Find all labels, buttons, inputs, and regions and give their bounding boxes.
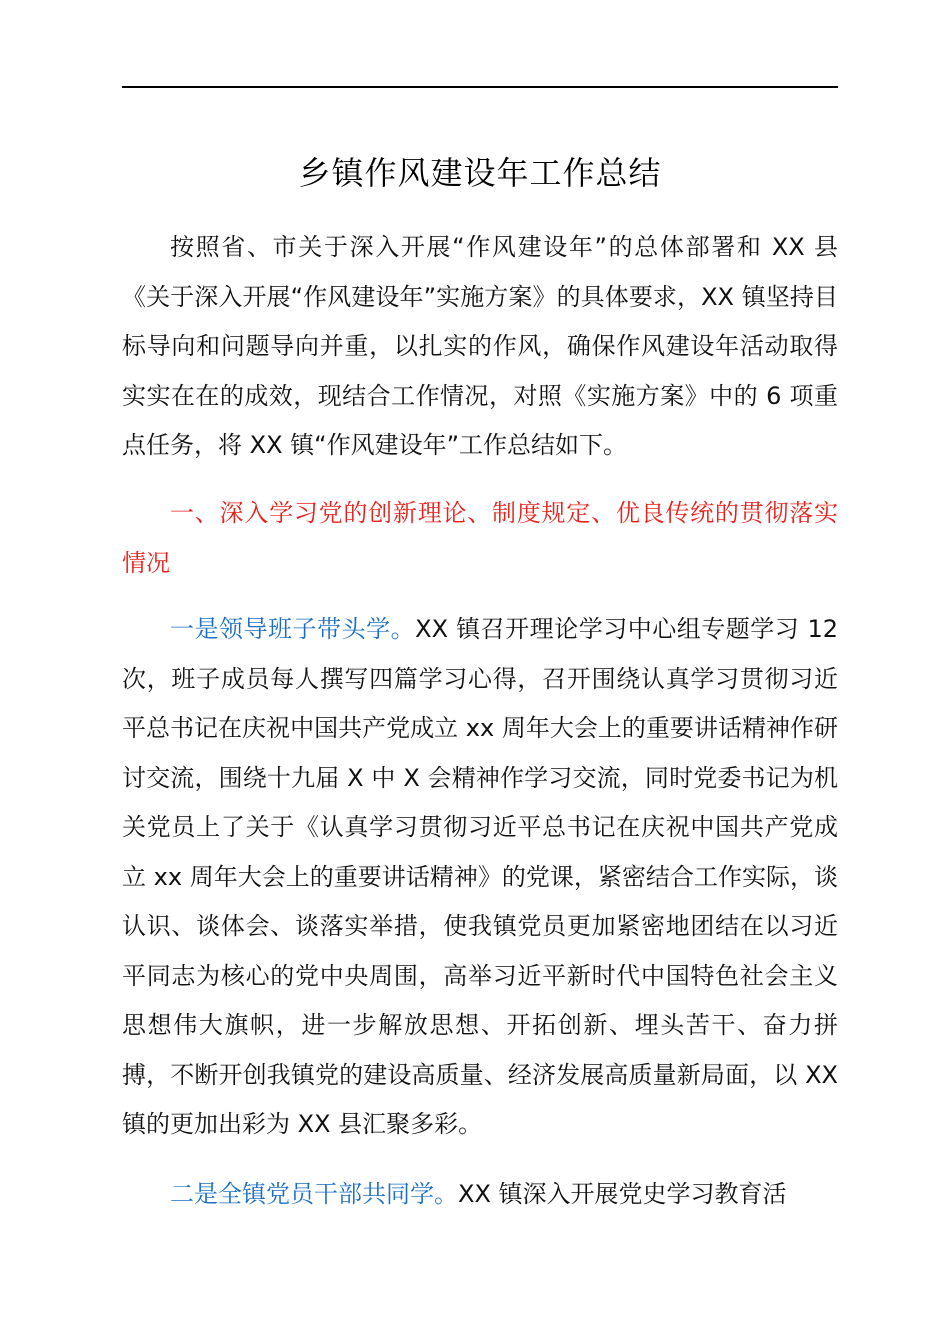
item-text: XX 镇深入开展党史学习教育活: [458, 1180, 787, 1208]
item-text: XX 镇召开理论学习中心组专题学习 12 次，班子成员每人撰写四篇学习心得，召开围绕认真学习贯彻习近平总书记在庆祝中国共产党成立 xx 周年大会上的重要讲话精神作研讨交流，围绕十九届 X 中 X 会精神作学习交流，同时党委书记为机关党员上了关于《认真学习贯彻习近平总书记在庆祝中国共产党成立 xx 周年大会上的重要讲话精神》的党课，紧密结合工作实际，谈认识、谈体会、谈落实举措，使我镇党员更加紧密地团结在以习近平同志为核心的党中央周围，高举习近平新时代中国特色社会主义思想伟大旗帜，进一步解放思想、开拓创新、埋头苦干、奋力拼搏，不断开创我镇党的建设高质量、经济发展高质量新局面，以 XX 镇的更加出彩为 XX 县汇聚多彩。: [122, 615, 838, 1138]
item-lead: 一是领导班子带头学。: [170, 615, 416, 643]
section-heading: 一、深入学习党的创新理论、制度规定、优良传统的贯彻落实情况: [122, 499, 838, 577]
header-rule: [122, 86, 838, 88]
section-item-paragraph: [122, 1170, 838, 1220]
document-title: 乡镇作风建设年工作总结: [298, 154, 662, 192]
item-lead: 二是全镇党员干部共同学。: [170, 1180, 458, 1208]
intro-paragraph: 按照省、市关于深入开展“作风建设年”的总体部署和 XX 县《关于深入开展“作风建设年”实施方案》的具体要求，XX 镇坚持目标导向和问题导向并重，以扎实的作风，确保作风建设年活动取得实实在在的成效，现结合工作情况，对照《实施方案》中的 6 项重点任务，将 XX 镇“作风建设年”工作总结如下。: [122, 233, 838, 459]
section-item-paragraph: [122, 605, 838, 1150]
